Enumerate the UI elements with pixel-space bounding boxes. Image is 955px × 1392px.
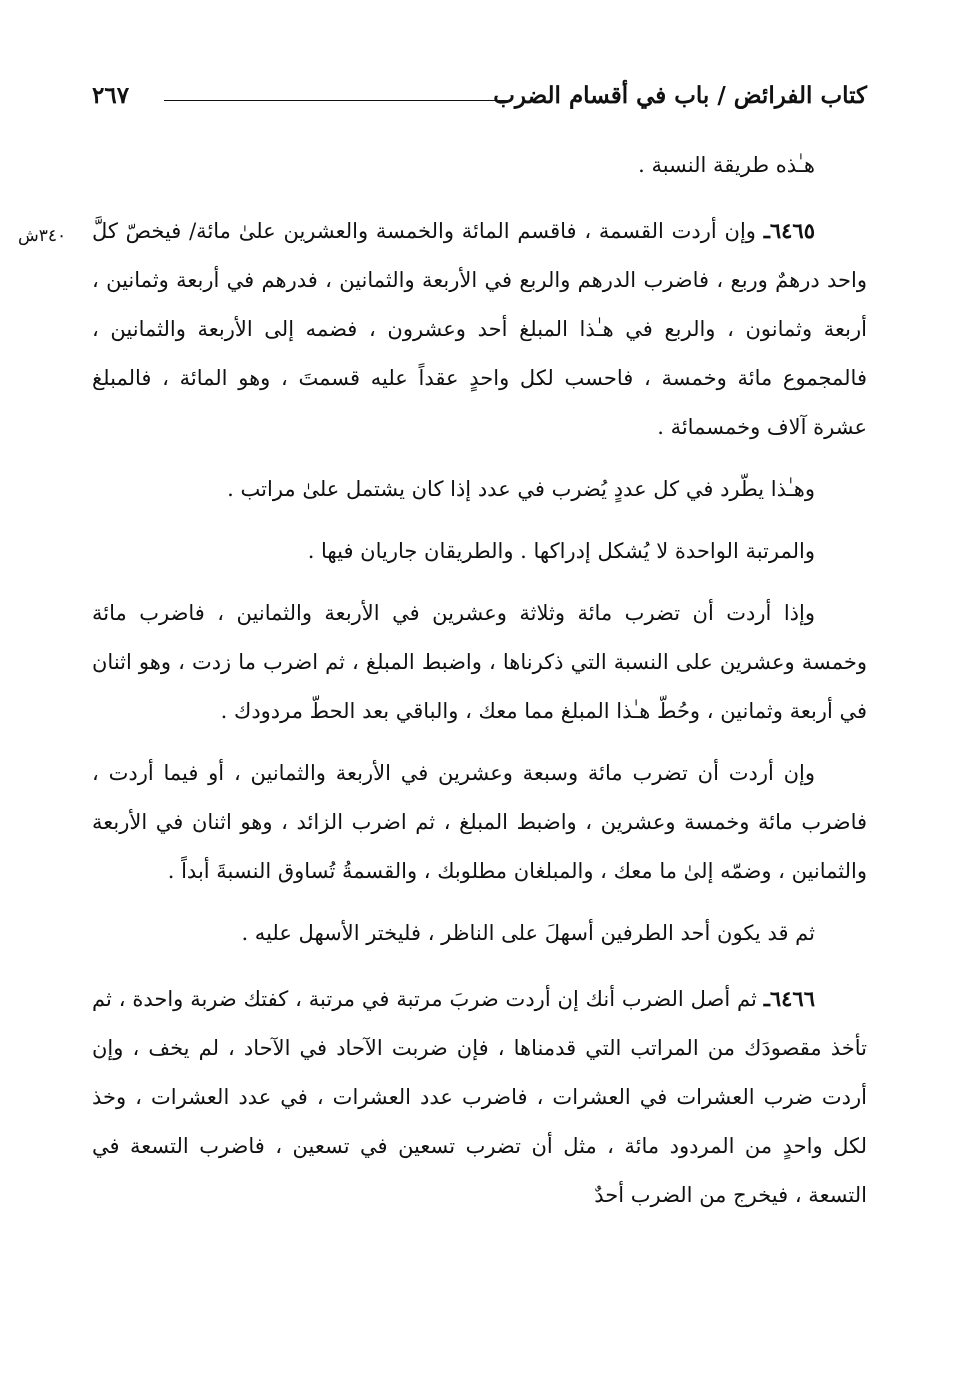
paragraph-text: وهـٰذا يطّرد في كل عددٍ يُضرب في عدد إذا كان يشتمل علىٰ مراتب . (227, 477, 815, 501)
paragraph (92, 588, 867, 736)
header-title: كتاب الفرائض / باب في أقسام الضرب (493, 82, 867, 109)
paragraph-number: ٦٤٦٦ـ (763, 986, 815, 1011)
margin-reference: ٣٤٠ش (18, 226, 67, 246)
paragraph-number: ٦٤٦٥ـ (763, 218, 815, 243)
running-header (92, 82, 867, 118)
paragraph (92, 974, 867, 1220)
paragraph-text: وإذا أردت أن تضرب مائة وثلاثة وعشرين في الأربعة والثمانين ، فاضرب مائة وخمسة وعشرين على النسبة التي ذكرناها ، واضبط المبلغ ، ثم اضرب ما زدت ، وهو اثنان في أربعة وثمانين ، وحُطّ هـٰذا المبلغ مما معك ، والباقي بعد الحطّ مردودك . (92, 601, 867, 723)
page-body (92, 140, 867, 1232)
paragraph (92, 464, 867, 514)
paragraph-text: وإن أردت أن تضرب مائة وسبعة وعشرين في الأربعة والثمانين ، أو فيما أردت ، فاضرب مائة وخمسة وعشرين ، واضبط المبلغ ، ثم اضرب الزائد ، وهو اثنان في الأربعة والثمانين ، وضمّه إلىٰ ما معك ، والمبلغان مطلوبك ، والقسمةُ تُساوق النسبةَ أبداً . (92, 761, 867, 883)
header-rule (164, 100, 507, 101)
paragraph-text: ثم قد يكون أحد الطرفين أسهلَ على الناظر ، فليختر الأسهل عليه . (241, 921, 815, 945)
paragraph-text: هـٰذه طريقة النسبة . (638, 153, 815, 177)
paragraph (92, 140, 867, 190)
paragraph (92, 748, 867, 896)
paragraph-text: والمرتبة الواحدة لا يُشكل إدراكها . والطريقان جاريان فيها . (307, 539, 815, 563)
paragraph-text: ثم أصل الضرب أنك إن أردت ضربَ مرتبة في مرتبة ، كفتك ضربة واحدة ، ثم تأخذ مقصودَك من المراتب التي قدمناها ، فإن ضربت الآحاد في الآحاد ، لم يخف ، وإن أردت ضرب العشرات في العشرات ، فاضرب عدد العشرات ، في عدد العشرات ، وخذ لكل واحدٍ من المردود مائة ، مثل أن تضرب تسعين في تسعين ، فاضرب التسعة في التسعة ، فيخرج من الضرب أحدٌ (92, 987, 867, 1207)
page-number: ٢٦٧ (92, 82, 130, 109)
paragraph (92, 908, 867, 958)
paragraph (92, 526, 867, 576)
paragraph (92, 206, 867, 452)
paragraph-text: وإن أردت القسمة ، فاقسم المائة والخمسة والعشرين علىٰ مائة/ فيخصّ كلَّ واحد درهمٌ وربع ، فاضرب الدرهم والربع في الأربعة والثمانين ، فدرهم في أربعة وثمانين ، أربعة وثمانون ، والربع في هـٰذا المبلغ أحد وعشرون ، فضمه إلى الأربعة والثمانين ، فالمجموع مائة وخمسة ، فاحسب لكل واحدٍ عقداً عليه قسمتَ ، وهو المائة ، فالمبلغ عشرة آلاف وخمسمائة . (92, 219, 868, 439)
